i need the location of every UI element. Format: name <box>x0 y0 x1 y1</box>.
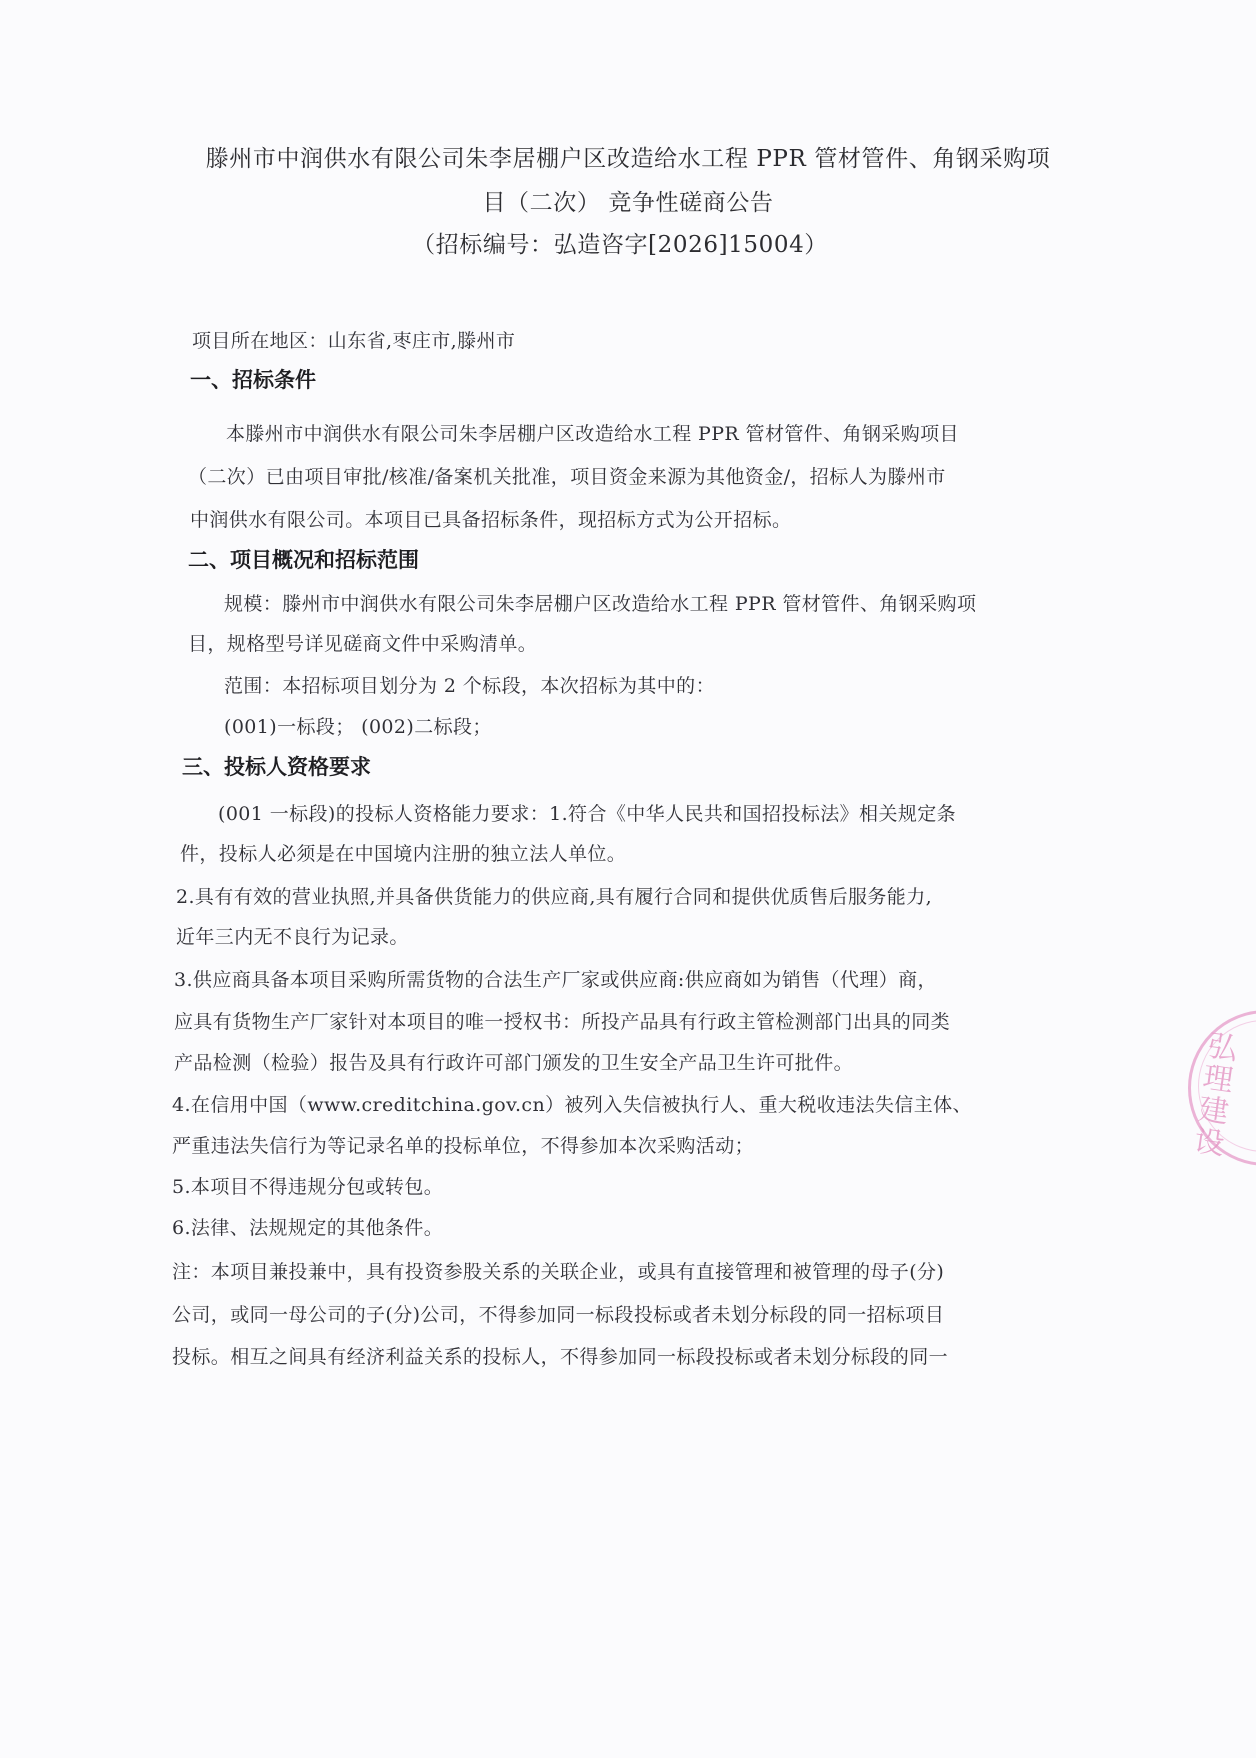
document-title-line-1: 滕州市中润供水有限公司朱李居棚户区改造给水工程 PPR 管材管件、角钢采购项 <box>205 146 1051 172</box>
paragraph-line: 3.供应商具备本项目采购所需货物的合法生产厂家或供应商:供应商如为销售（代理）商， <box>174 969 937 991</box>
paragraph-line: (001 一标段)的投标人资格能力要求：1.符合《中华人民共和国招投标法》相关规定条 <box>218 803 957 825</box>
paragraph-line: 6.法律、法规规定的其他条件。 <box>172 1217 444 1239</box>
paragraph-line: 严重违法失信行为等记录名单的投标单位，不得参加本次采购活动； <box>172 1135 755 1157</box>
paragraph-line: 应具有货物生产厂家针对本项目的唯一授权书：所投产品具有行政主管检测部门出具的同类 <box>174 1011 951 1033</box>
paragraph-line: 投标。相互之间具有经济利益关系的投标人，不得参加同一标段投标或者未划分标段的同一 <box>172 1346 949 1368</box>
paragraph-line: 近年三内无不良行为记录。 <box>176 926 409 948</box>
paragraph-line: 5.本项目不得违规分包或转包。 <box>172 1176 444 1198</box>
paragraph-line: 规模：滕州市中润供水有限公司朱李居棚户区改造给水工程 PPR 管材管件、角钢采购项 <box>224 593 977 615</box>
paragraph-line: 2.具有有效的营业执照,并具备供货能力的供应商,具有履行合同和提供优质售后服务能力, <box>176 886 933 908</box>
paragraph-line: （二次）已由项目审批/核准/备案机关批准，项目资金来源为其他资金/，招标人为滕州市 <box>188 466 946 488</box>
paragraph-line: 4.在信用中国（www.creditchina.gov.cn）被列入失信被执行人、重大税收违法失信主体、 <box>172 1094 972 1116</box>
paragraph-line: 注：本项目兼投兼中，具有投资参股关系的关联企业，或具有直接管理和被管理的母子(分) <box>172 1261 945 1283</box>
section-heading-tender-conditions: 一、招标条件 <box>190 368 316 392</box>
tender-number: （招标编号：弘造咨字[2026]15004） <box>412 232 828 258</box>
paragraph-line: 产品检测（检验）报告及具有行政许可部门颁发的卫生安全产品卫生许可批件。 <box>174 1052 854 1074</box>
document-title-line-2: 目（二次） 竞争性磋商公告 <box>482 190 774 216</box>
paragraph-line: 范围：本招标项目划分为 2 个标段，本次招标为其中的： <box>224 675 715 697</box>
section-heading-project-overview: 二、项目概况和招标范围 <box>188 548 419 572</box>
paragraph-line: 本滕州市中润供水有限公司朱李居棚户区改造给水工程 PPR 管材管件、角钢采购项目 <box>226 423 959 445</box>
section-heading-bidder-qualifications: 三、投标人资格要求 <box>182 755 371 779</box>
paragraph-line: 目，规格型号详见磋商文件中采购清单。 <box>188 633 538 655</box>
company-seal-text: 弘理建设 <box>1186 1028 1239 1160</box>
paragraph-line: 件，投标人必须是在中国境内注册的独立法人单位。 <box>180 843 627 865</box>
paragraph-line: (001)一标段； (002)二标段； <box>224 716 492 738</box>
paragraph-line: 公司，或同一母公司的子(分)公司，不得参加同一标段投标或者未划分标段的同一招标项目 <box>172 1304 945 1326</box>
paragraph-line: 中润供水有限公司。本项目已具备招标条件，现招标方式为公开招标。 <box>190 509 792 531</box>
project-region: 项目所在地区：山东省,枣庄市,滕州市 <box>192 330 516 352</box>
